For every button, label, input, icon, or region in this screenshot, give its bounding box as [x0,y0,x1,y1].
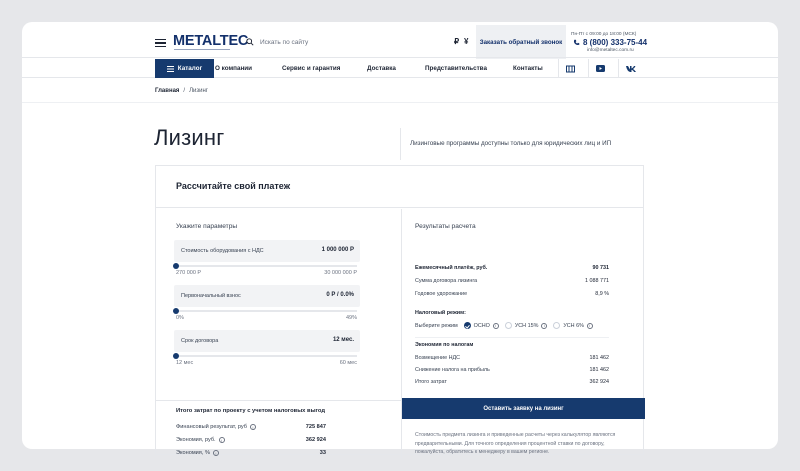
result-row-monthly [415,265,609,271]
catalog-label: Каталог [177,65,203,72]
main-nav [22,57,778,78]
divider [401,209,402,459]
slider-min: 270 000 Р [176,270,202,276]
divider [415,337,609,338]
logo-underline [174,49,230,50]
search-bar[interactable] [246,38,380,46]
economy-row [415,367,609,373]
calculator-title: Рассчитайте свой платеж [176,181,291,191]
tax-mode-selector [415,322,593,329]
summary-value: 725 847 [305,424,326,430]
menu-icon[interactable] [155,39,166,47]
equipment-cost-slider[interactable] [176,265,357,267]
summary-row [176,450,326,456]
phone-number: 8 (800) 333-75-44 [583,38,648,47]
slider-thumb[interactable] [173,308,179,314]
page-card [22,22,778,456]
down-payment-slider[interactable] [176,310,357,312]
info-icon[interactable]: i [213,450,219,456]
param-contract-term[interactable] [174,330,360,352]
apply-leasing-button[interactable]: Оставить заявку на лизинг [402,398,645,419]
info-icon[interactable]: i [541,323,547,329]
result-value: 90 731 [592,265,609,271]
economy-value: 181 462 [589,367,609,373]
slider-max: 30 000 000 Р [324,270,357,276]
economy-value: 362 924 [589,379,609,385]
radio-icon [505,322,512,329]
page-subtitle: Лизинговые программы доступны только для юридических лиц и ИП [410,140,612,147]
result-label: Годовое удорожание [415,291,468,297]
results-heading: Результаты расчета [415,223,476,230]
tax-mode-option[interactable] [464,322,499,329]
summary-title: Итого затрат по проекту с учетом налоговых выгод [176,408,326,414]
info-icon[interactable]: i [250,424,256,430]
vk-icon[interactable] [618,59,642,78]
summary-label: Экономия, руб. [176,437,216,443]
slider-min: 12 мес [176,360,194,366]
work-hours: Пн-Пт с 09:00 до 18:00 (МСК) [571,32,637,37]
slider-thumb[interactable] [173,353,179,359]
result-row-contract [415,278,609,284]
divider [400,128,401,160]
param-down-payment[interactable] [174,285,360,307]
nav-item-delivery[interactable]: Доставка [367,65,396,72]
param-value: 0 Р / 0.0% [326,292,354,298]
param-value: 12 мес. [332,337,354,343]
divider [22,102,778,103]
info-icon[interactable]: i [493,323,499,329]
result-label: Ежемесячный платёж, руб. [415,265,488,271]
slider-min: 0% [176,315,184,321]
param-label: Первоначальный взнос [181,293,241,299]
phone-link[interactable] [573,38,647,47]
nav-item-contacts[interactable]: Контакты [513,65,543,72]
nav-item-offices[interactable]: Представительства [425,65,487,72]
param-equipment-cost[interactable] [174,240,360,262]
youtube-icon[interactable] [588,59,612,78]
nav-item-about[interactable]: О компании [215,65,252,72]
tax-mode-option[interactable] [553,322,593,329]
radio-label: ОСНО [473,322,490,329]
disclaimer-note: Стоимость предмета лизинга и приведенные расчеты через калькулятор являются предварительными. Для точного определения процентной ставки по договору, пожалуйста, обратитесь к менеджеру в вашем регионе. [415,432,616,455]
breadcrumb [155,88,208,94]
page-title: Лизинг [154,125,225,150]
result-row-rate [415,291,609,297]
economy-value: 181 462 [589,355,609,361]
logo[interactable]: METALTEC [173,33,249,49]
catalog-button[interactable] [155,59,214,78]
radio-label: УСН 15% [514,322,539,329]
params-heading: Укажите параметры [176,223,238,230]
tax-mode-prompt: Выберите режим [415,322,458,329]
summary-value: 362 924 [305,437,326,443]
search-input[interactable] [260,39,380,46]
radio-checked-icon [464,322,471,329]
divider [156,400,401,401]
info-icon[interactable]: i [587,323,593,329]
contract-term-slider[interactable] [176,355,357,357]
economy-title: Экономия по налогам [415,342,474,348]
radio-icon [553,322,560,329]
economy-label: Возмещение НДС [415,355,461,361]
param-value: 1 000 000 Р [321,247,354,253]
result-value: 1 088 771 [585,278,609,284]
result-value: 8,9 % [595,291,609,297]
summary-row [176,437,326,443]
slider-max: 60 мес [339,360,357,366]
param-label: Стоимость оборудования с НДС [181,248,264,254]
economy-row [415,379,609,385]
email-link[interactable]: info@metaltec.com.ru [587,48,634,53]
breadcrumb-home[interactable]: Главная [155,88,180,94]
breadcrumb-separator: / [183,88,186,94]
tax-mode-title: Налоговый режим: [415,310,466,316]
economy-label: Итого затрат [415,379,447,385]
slider-max: 49% [345,315,357,321]
breadcrumb-current: Лизинг [189,88,208,94]
summary-value: 33 [319,450,326,456]
info-icon[interactable]: i [219,437,225,443]
summary-label: Финансовый результат, руб [176,424,247,430]
economy-row [415,355,609,361]
summary-row [176,424,326,430]
economy-label: Снижение налога на прибыль [415,367,490,373]
leasing-calculator [155,165,644,455]
callback-button[interactable]: Заказать обратный звонок [476,25,566,59]
summary-label: Экономия, % [176,450,210,456]
param-label: Срок договора [181,338,219,344]
nav-item-service[interactable]: Сервис и гарантия [282,65,341,72]
currency-yen-toggle[interactable]: ¥ [464,37,469,46]
slider-thumb[interactable] [173,263,179,269]
map-icon[interactable] [558,59,582,78]
calculator-header [156,166,643,208]
search-icon [246,38,254,46]
tax-mode-option[interactable] [505,322,548,329]
phone-icon [573,39,580,46]
menu-icon [167,66,174,72]
radio-label: УСН 6% [563,322,584,329]
currency-rub-toggle[interactable]: ₽ [454,37,460,46]
result-label: Сумма договора лизинга [415,278,478,284]
